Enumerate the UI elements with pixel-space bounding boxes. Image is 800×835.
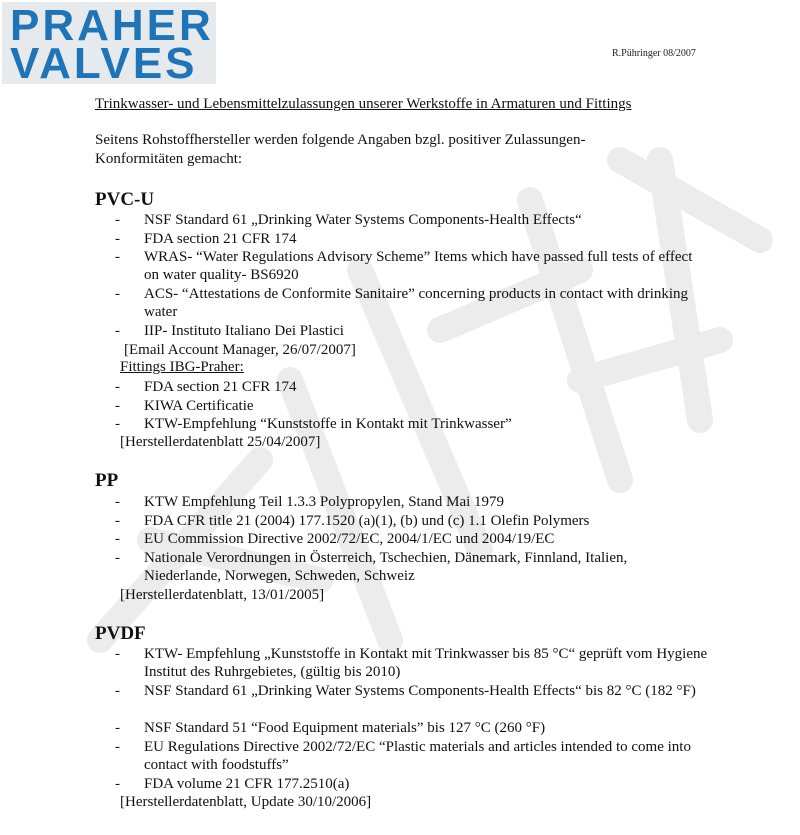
dash-bullet: - [115,683,120,699]
dash-bullet: - [115,720,120,736]
dash-bullet: - [115,531,120,547]
dash-bullet: - [115,776,120,792]
heading-pvcu: PVC-U [95,189,155,210]
dash-bullet: - [115,550,120,566]
source-note: [Herstellerdatenblatt, Update 30/10/2006] [120,794,372,810]
dash-bullet: - [115,286,120,302]
dash-bullet: - [115,231,120,247]
dash-bullet: - [115,494,120,510]
dash-bullet: - [115,212,120,228]
dash-bullet: - [115,398,120,414]
dash-bullet: - [115,739,120,755]
heading-pp: PP [95,470,119,491]
source-note: [Email Account Manager, 26/07/2007] [124,342,356,358]
dash-bullet: - [115,249,120,265]
author-date: R.Pühringer 08/2007 [612,48,696,59]
document-title: Trinkwasser- und Lebensmittelzulassungen unserer Werkstoffe in Armaturen und Fittings [95,96,632,112]
praher-valves-logo [2,1,216,88]
logo-line-2: VALVES [10,39,198,88]
subheading-fittings: Fittings IBG-Praher: [120,359,244,375]
dash-bullet: - [115,416,120,432]
dash-bullet: - [115,379,120,395]
dash-bullet: - [115,513,120,529]
heading-pvdf: PVDF [95,623,146,644]
dash-bullet: - [115,323,120,339]
source-note: [Herstellerdatenblatt, 13/01/2005] [120,587,325,603]
dash-bullet: - [115,646,120,662]
source-note: [Herstellerdatenblatt 25/04/2007] [120,434,321,450]
intro-paragraph: Seitens Rohstoffhersteller werden folgende Angaben bzgl. positiver Zulassungen-Konformitäten gemacht: [95,132,586,167]
logo-line-1: PRAHER [10,1,214,50]
